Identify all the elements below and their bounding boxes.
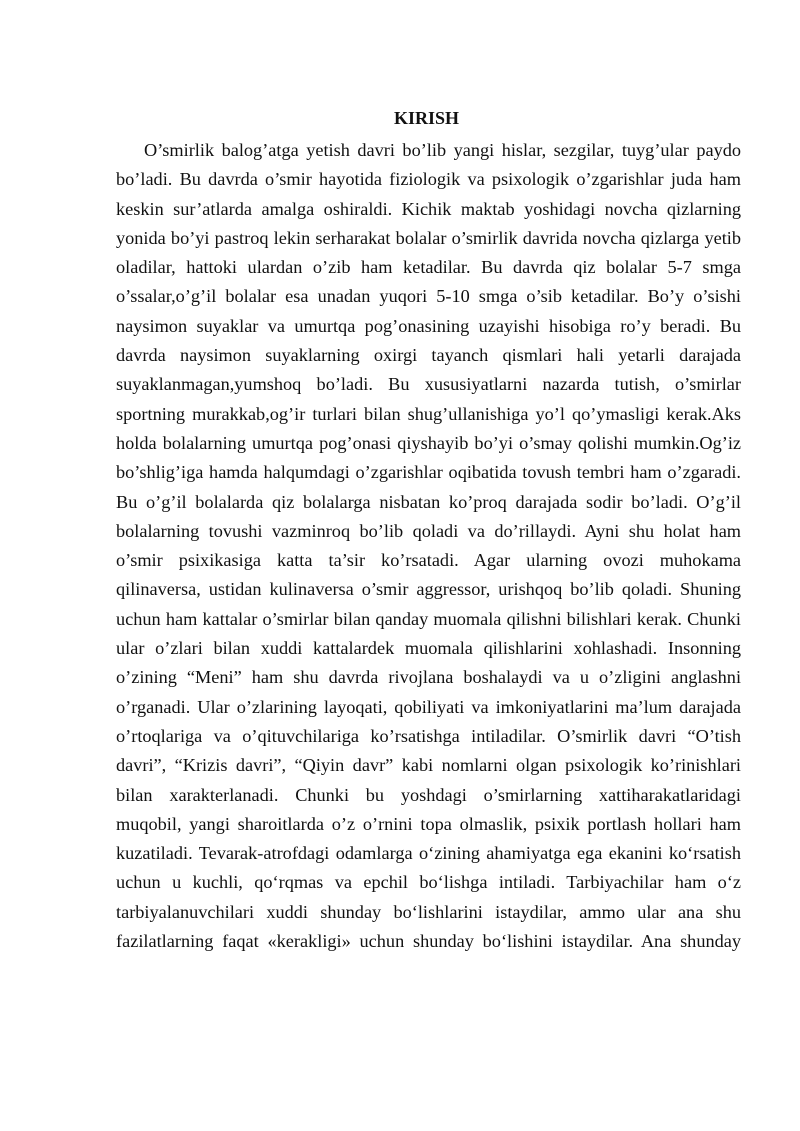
text-line: O’smirlik balog’atga yetish davri bo’lib yangi hislar, sezgilar, tuyg’ular paydo [144,140,741,160]
text-line: bolalarning tovushi vazminroq bo’lib qoladi va do’rillaydi. Ayni shu holat ham [116,520,741,541]
text-line: davrda naysimon suyaklarning oxirgi tayanch qismlari hali yetarli darajada [116,345,741,366]
text-line: bo’ladi. Bu davrda o’smir hayotida fiziologik va psixologik o’zgarishlar juda ham [116,169,741,190]
text-line: o’rganadi. Ular o’zlarining layoqati, qobiliyati va imkoniyatlarini ma’lum darajada [116,696,741,717]
text-line: o’smir psixikasiga katta ta’sir ko’rsatadi. Agar ularning ovozi muhokama [116,550,741,571]
text-line: fazilatlarning faqat «kerakligi» uchun shunday bo‘lishini istaydilar. Ana shunday [116,931,741,952]
text-line: qilinaversa, ustidan kulinaversa o’smir aggressor, urishqoq bo’lib qoladi. Shuning [116,579,741,600]
text-line: kuzatiladi. Tevarak-atrofdagi odamlarga o‘zining ahamiyatga ega ekanini ko‘rsatish [116,843,741,864]
text-line: holda bolalarning umurtqa pog’onasi qiyshayib bo’yi o’smay qolishi mumkin.Og’iz [116,432,741,453]
text-line: suyaklanmagan,yumshoq bo’ladi. Bu xususiyatlarni nazarda tutish, o’smirlar [116,374,741,395]
text-line: ular o’zlari bilan xuddi kattalardek muomala qilishlarini xohlashadi. Insonning [116,638,741,659]
text-line: uchun ham kattalar o’smirlar bilan qanday muomala qilishni bilishlari kerak. Chunki [116,608,741,629]
text-line: bilan xarakterlanadi. Chunki bu yoshdagi o’smirlarning xattiharakatlaridagi [116,784,741,805]
text-line: tarbiyalanuvchilari xuddi shunday bo‘lishlarini istaydilar, ammo ular ana shu [116,901,741,922]
text-line: o’rtoqlariga va o’qituvchilariga ko’rsatishga intiladilar. O’smirlik davri “O’tish [116,725,741,746]
text-line: o’zining “Meni” ham shu davrda rivojlana boshalaydi va u o’zligini anglashni [116,667,741,688]
text-line: keskin sur’atlarda amalga oshiraldi. Kichik maktab yoshidagi novcha qizlarning [116,198,741,219]
text-line: naysimon suyaklar va umurtqa pog’onasining uzayishi hisobiga ro’y beradi. Bu [116,315,741,336]
section-heading: KIRISH [393,108,460,128]
text-line: Bu o’g’il bolalarda qiz bolalarga nisbatan ko’proq darajada sodir bo’ladi. O’g’il [116,491,741,512]
text-line: oladilar, hattoki ulardan o’zib ham ketadilar. Bu davrda qiz bolalar 5-7 smga [116,257,741,278]
text-line: bo’shlig’iga hamda halqumdagi o’zgarishlar oqibatida tovush tembri ham o’zgaradi. [116,462,741,483]
text-line: sportning murakkab,og’ir turlari bilan shug’ullanishiga yo’l qo’ymasligi kerak.Aks [116,403,741,424]
body-paragraph [116,136,741,956]
text-line: yonida bo’yi pastroq lekin serharakat bolalar o’smirlik davrida novcha qizlarga yetib [116,227,741,248]
text-line: muqobil, yangi sharoitlarda o’z o’rnini topa olmaslik, psixik portlash hollari ham [116,813,741,834]
text-line: o’ssalar,o’g’il bolalar esa unadan yuqori 5-10 smga o’sib ketadilar. Bo’y o’sishi [116,286,741,307]
text-line: uchun u kuchli, qo‘rqmas va epchil bo‘lishga intiladi. Tarbiyachilar ham o‘z [116,872,741,893]
text-line: davri”, “Krizis davri”, “Qiyin davr” kabi nomlarni olgan psixologik ko’rinishlari [116,755,741,776]
